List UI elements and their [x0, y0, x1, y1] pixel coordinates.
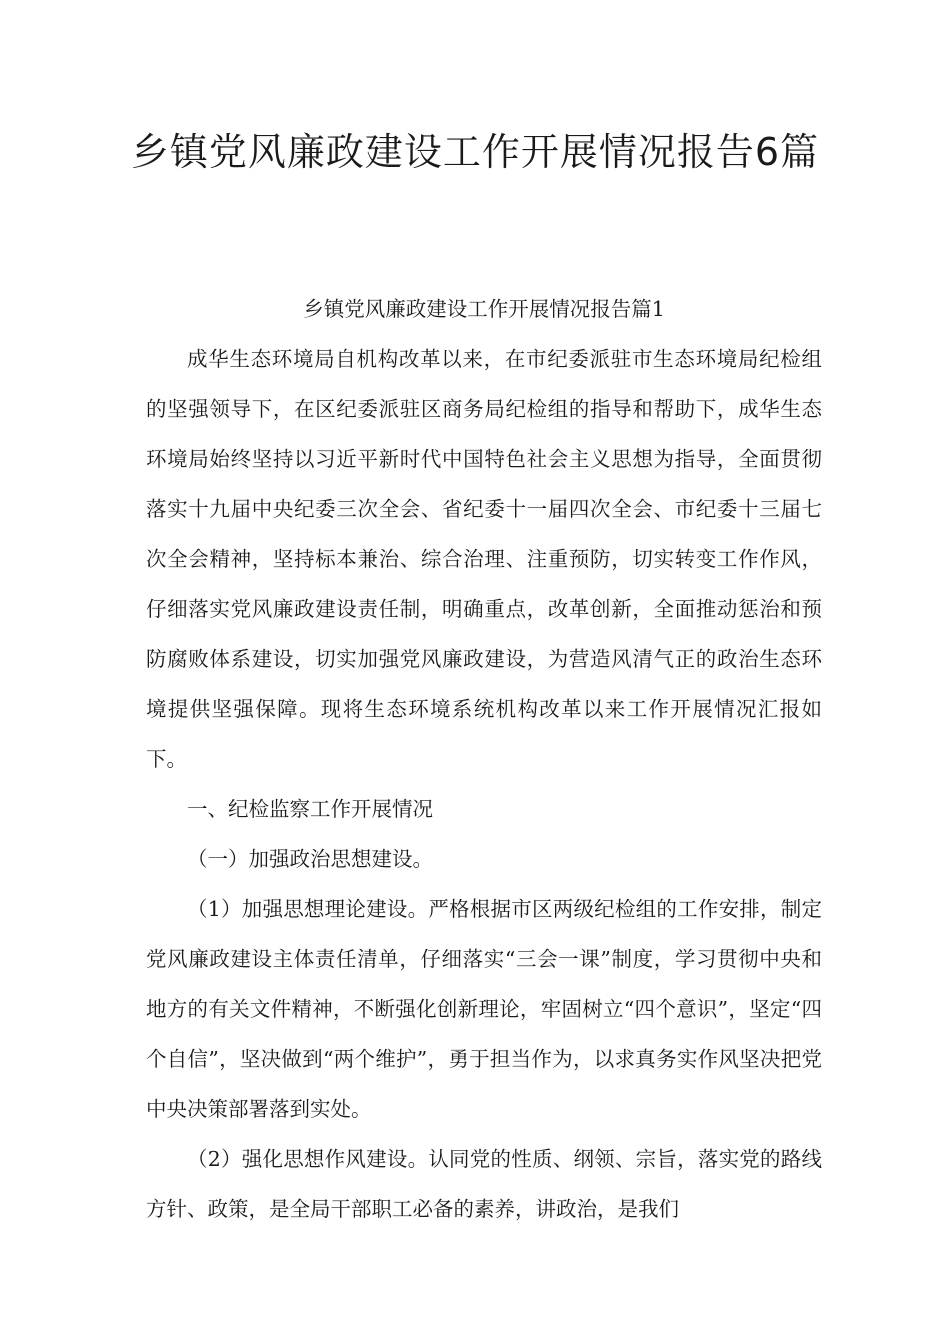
paragraph-intro: 成华生态环境局自机构改革以来，在市纪委派驻市生态环境局纪检组的坚强领导下，在区纪委派驻区商务局纪检组的指导和帮助下，成华生态环境局始终坚持以习近平新时代中国特色社会主义思想为指导，全面贯彻落实十九届中央纪委三次全会、省纪委十一届四次全会、市纪委十三届七次全会精神，坚持标本兼治、综合治理、注重预防，切实转变工作作风，仔细落实党风廉政建设责任制，明确重点，改革创新，全面推动惩治和预防腐败体系建设，切实加强党风廉政建设，为营造风清气正的政治生态环境提供坚强保障。现将生态环境系统机构改革以来工作开展情况汇报如下。	[146, 347, 822, 771]
paragraph-item-2: （2）强化思想作风建设。认同党的性质、纲领、宗旨，落实党的路线方针、政策，是全局干部职工必备的素养，讲政治，是我们	[146, 1147, 822, 1221]
document-title: 乡镇党风廉政建设工作开展情况报告6篇	[130, 130, 820, 174]
section-subtitle: 乡镇党风廉政建设工作开展情况报告篇1	[303, 297, 665, 321]
paragraph-item-1: （1）加强思想理论建设。严格根据市区两级纪检组的工作安排，制定党风廉政建设主体责任清单，仔细落实“三会一课”制度，学习贯彻中央和地方的有关文件精神，不断强化创新理论，牢固树立“四个意识”，坚定“四个自信”，坚决做到“两个维护”，勇于担当作为，以求真务实作风坚决把党中央决策部署落到实处。	[146, 897, 822, 1121]
document-body	[146, 284, 822, 1234]
heading-section-1: 一、纪检监察工作开展情况	[187, 797, 433, 821]
heading-subsection-1: （一）加强政治思想建设。	[187, 847, 433, 871]
